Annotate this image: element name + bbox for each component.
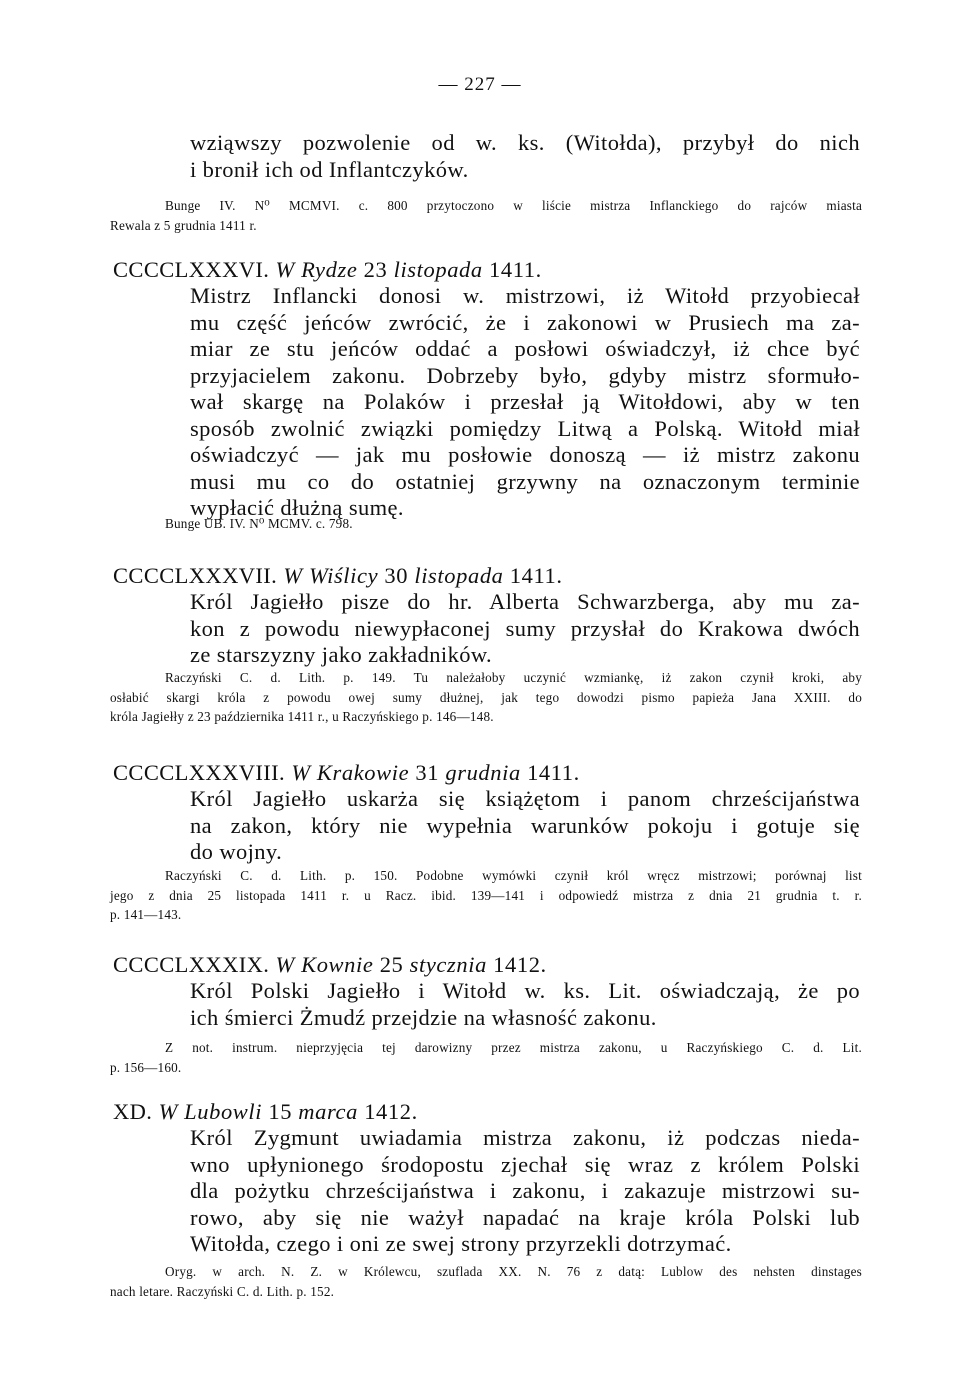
note-line: osłabić skargi króla z powodu owej sumy dłużnej, jak tego dowodzi pismo papieża Jana XXIII. do bbox=[110, 689, 862, 705]
text-line: miar ze stu jeńców oddać a posłowi oświadczył, iż chce być bbox=[190, 336, 860, 361]
note-line: jego z dnia 25 listopada 1411 r. u Racz. ibid. 139—141 i odpowiedź mistrza z dnia 21 grudnia t. r. bbox=[110, 887, 862, 903]
text-line: oświadczyć — jak mu posłowie donoszą — iż mistrz zakonu bbox=[190, 442, 860, 467]
text-line: Król Polski Jagiełło i Witołd w. ks. Lit. oświadczają, że po bbox=[190, 978, 860, 1003]
entry-month: stycznia bbox=[409, 952, 487, 977]
text-line: mu część jeńców zwrócić, że i zakonowi w Prusiech ma za- bbox=[190, 309, 860, 335]
entry-month: listopada bbox=[393, 257, 483, 282]
entry-number: CCCCLXXXVIII. bbox=[113, 760, 286, 785]
entry-year: 1411. bbox=[509, 563, 563, 588]
entry-number: XD. bbox=[113, 1099, 153, 1124]
note-line: Oryg. w arch. N. Z. w Królewcu, szuflada XX. N. 76 z datą: Lublow des nehsten dinstages bbox=[165, 1264, 862, 1279]
entry-heading bbox=[0, 1098, 960, 1125]
text-line: wał skargę na Polaków i przesłał ją Witołdowi, aby w ten bbox=[190, 389, 860, 414]
text-line: na zakon, który nie wypełnia warunków pokoju i gotuje się bbox=[190, 812, 860, 838]
entry-day: 31 bbox=[415, 760, 440, 785]
entry-day: 30 bbox=[384, 563, 409, 588]
note-line: p. 156—160. bbox=[110, 1059, 182, 1075]
text-line: i bronił ich od Inflantczyków. bbox=[190, 156, 469, 182]
text-line: sposób zwolnić związki pomiędzy Litwą a Polską. Witołd miał bbox=[190, 415, 860, 441]
entry-heading bbox=[0, 759, 960, 786]
entry-heading bbox=[0, 562, 960, 589]
entry-body bbox=[0, 786, 960, 866]
entry-month: marca bbox=[298, 1099, 358, 1124]
entry-place: W Lubowli bbox=[158, 1099, 263, 1124]
entry-day: 23 bbox=[363, 257, 388, 282]
note-line: króla Jagiełły z 23 października 1411 r., u Raczyńskiego p. 146—148. bbox=[110, 709, 494, 724]
entry-heading bbox=[0, 256, 960, 283]
text-line: przyjacielem zakonu. Dobrzeby było, gdyby mistrz sformuło- bbox=[190, 362, 860, 388]
entry-month: listopada bbox=[414, 563, 504, 588]
text-line: Król Jagiełło pisze do hr. Alberta Schwarzberga, aby mu za- bbox=[190, 589, 860, 614]
entry-body bbox=[0, 978, 960, 1031]
entry-number: CCCCLXXXIX. bbox=[113, 952, 270, 977]
note-line: nach letare. Raczyński C. d. Lith. p. 152. bbox=[110, 1283, 335, 1299]
entry-footnote bbox=[0, 866, 960, 925]
page-number: — 227 — bbox=[438, 74, 522, 95]
text-line: do wojny. bbox=[190, 839, 283, 864]
entry-year: 1412. bbox=[493, 952, 547, 977]
entry-body bbox=[0, 589, 960, 669]
text-line: wno upłynionego środopostu zjechał się wraz z królem Polski bbox=[190, 1151, 860, 1177]
intro-text bbox=[0, 130, 960, 183]
entry-place: W Krakowie bbox=[291, 760, 410, 785]
text-line: kon z powodu niewypłaconej sumy przysłał do Krakowa dwóch bbox=[190, 615, 860, 641]
note-line: Bunge UB. IV. N⁰ MCMV. c. 798. bbox=[165, 516, 353, 531]
entry-place: W Rydze bbox=[275, 257, 358, 282]
text-line: wziąwszy pozwolenie od w. ks. (Witołda), przybył do nich bbox=[190, 130, 860, 155]
entry-year: 1411. bbox=[527, 760, 580, 785]
text-line: rowo, aby się nie ważył napadać na kraje króla Polski lub bbox=[190, 1204, 860, 1230]
note-line: Bunge IV. N⁰ MCMVI. c. 800 przytoczono w liście mistrza Inflanckiego do rajców miasta bbox=[165, 198, 862, 213]
note-line: Raczyński C. d. Lith. p. 150. Podobne wymówki czynił król wręcz mistrzowi; porównaj list bbox=[165, 868, 862, 883]
text-line: Król Zygmunt uwiadamia mistrza zakonu, iż podczas nieda- bbox=[190, 1125, 860, 1150]
entry-place: W Wiślicy bbox=[283, 563, 379, 588]
note-line: Raczyński C. d. Lith. p. 149. Tu należałoby uczynić wzmiankę, iż zakon czynił kroki, aby bbox=[165, 670, 862, 685]
note-line: p. 141—143. bbox=[110, 907, 182, 922]
text-line: dla pożytku chrześcijaństwa i zakonu, i zakazuje mistrzowi su- bbox=[190, 1178, 860, 1203]
text-line: ich śmierci Żmudź przejdzie na własność zakonu. bbox=[190, 1004, 657, 1030]
entry-day: 15 bbox=[268, 1099, 293, 1124]
text-line: Król Jagiełło uskarża się książętom i panom chrześcijaństwa bbox=[190, 786, 860, 811]
entry-footnote bbox=[0, 668, 960, 727]
text-line: Mistrz Inflancki donosi w. mistrzowi, iż Witołd przyobiecał bbox=[190, 283, 860, 308]
entry-footnote bbox=[0, 1038, 960, 1077]
note-line: Z not. instrum. nieprzyjęcia tej darowizny przez mistrza zakonu, u Raczyńskiego C. d. Lit. bbox=[165, 1040, 862, 1055]
text-line: ze starszyzny jako zakładników. bbox=[190, 642, 493, 667]
note-line: Rewala z 5 grudnia 1411 r. bbox=[110, 217, 257, 233]
entry-place: W Kownie bbox=[275, 952, 374, 977]
entry-number: CCCCLXXXVII. bbox=[113, 563, 278, 588]
entry-body bbox=[0, 283, 960, 522]
entry-body bbox=[0, 1125, 960, 1258]
entry-footnote bbox=[0, 1262, 960, 1301]
entry-day: 25 bbox=[379, 952, 404, 977]
text-line: wypłacić dłużną sumę. bbox=[190, 495, 404, 520]
entry-footnote bbox=[0, 514, 960, 534]
text-line: musi mu co do ostatniej grzywny na oznaczonym terminie bbox=[190, 468, 860, 494]
entry-month: grudnia bbox=[445, 760, 521, 785]
entry-number: CCCCLXXXVI. bbox=[113, 257, 270, 282]
intro-footnote bbox=[0, 196, 960, 235]
text-line: Witołda, czego i oni ze swej strony przyrzekli dotrzymać. bbox=[190, 1231, 732, 1256]
entry-heading bbox=[0, 951, 960, 978]
entry-year: 1412. bbox=[364, 1099, 418, 1124]
entry-year: 1411. bbox=[489, 257, 542, 282]
